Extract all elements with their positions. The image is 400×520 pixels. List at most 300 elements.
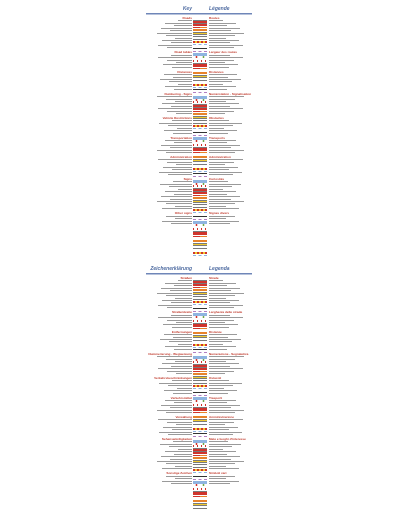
legend-entry-text	[173, 393, 192, 394]
boundary-line-symbol	[193, 219, 207, 220]
distance-markers-symbol	[193, 445, 207, 447]
legend-entry-text	[209, 320, 234, 321]
legend-entry-text	[209, 201, 244, 202]
legend-entry-text	[167, 47, 192, 48]
legend-entry-text	[209, 128, 224, 129]
legend-entry-text	[166, 359, 192, 360]
legend-entry-text	[209, 30, 231, 31]
legend-entry-text	[157, 293, 192, 294]
rail-line-symbol	[193, 216, 207, 217]
legend-entry-text	[160, 339, 192, 340]
dashed-road-symbol	[193, 207, 207, 208]
legend-section-title: Largeur des routes	[209, 50, 238, 55]
legend-entry-text	[209, 371, 234, 372]
dashed-road-symbol	[193, 424, 207, 425]
legend-entry-text	[161, 196, 192, 197]
legend-entry-text	[171, 106, 192, 107]
legend-entry-text	[174, 25, 192, 26]
red-orange-road-symbol	[193, 412, 207, 414]
legend-entry-text	[209, 108, 243, 109]
red-road-symbol	[193, 325, 207, 327]
legend-section-title: Signes divers	[209, 211, 230, 216]
red-orange-road-symbol	[193, 152, 207, 154]
legend-entry-text	[165, 86, 192, 87]
orange-road-symbol	[193, 416, 207, 418]
legend-section-title: Distances	[177, 69, 192, 74]
legend-entry-text	[162, 208, 192, 209]
ferry-line-symbol	[193, 87, 207, 88]
legend-entry-text	[158, 57, 192, 58]
legend-title-left: Zeichenerklärung	[150, 266, 192, 272]
legend-entry-text	[166, 463, 192, 464]
red-road-symbol	[193, 24, 207, 26]
toll-road-symbol	[193, 428, 207, 429]
orange-road-symbol	[193, 240, 207, 242]
boundary-line-symbol	[193, 135, 207, 136]
toll-road-symbol	[193, 168, 207, 169]
ferry-line-symbol	[193, 388, 207, 389]
legend-entry-text	[209, 111, 234, 112]
legend-entry-text	[168, 174, 192, 175]
legend-entry-text	[157, 96, 192, 97]
legend-entry-text	[209, 419, 243, 420]
ferry-line-symbol	[193, 431, 207, 432]
legend-section-title: Sonstige Zeichen	[166, 471, 192, 476]
legend-entry-text	[209, 451, 236, 452]
legend-entry-text	[162, 481, 192, 482]
legend-entry-text	[159, 172, 192, 173]
orange-road-symbol	[193, 457, 207, 459]
ferry-line-symbol	[193, 212, 207, 213]
legend-entry-text	[209, 216, 235, 217]
legend-entry-text	[209, 390, 237, 391]
legend-entry-text	[209, 133, 228, 134]
legend-title-right: Légende	[209, 6, 230, 12]
legend-section-title: Vehicle Restrictions	[162, 116, 192, 121]
poi-icons-symbol	[193, 224, 207, 226]
legend-entry-text	[166, 295, 192, 296]
legend-entry-text	[209, 101, 226, 102]
orange-road-symbol	[193, 72, 207, 74]
legend-entry-text	[161, 456, 192, 457]
legend-entry-text	[209, 89, 227, 90]
legend-entry-text	[171, 366, 192, 367]
legend-entry-text	[209, 81, 232, 82]
red-road-symbol	[193, 149, 207, 151]
legend-entry-text	[178, 449, 192, 450]
dashed-road-symbol	[193, 39, 207, 40]
orange-road-symbol	[193, 332, 207, 334]
legend-entry-text	[171, 55, 192, 56]
legend-entry-text	[165, 346, 192, 347]
legend-entry-text	[169, 446, 192, 447]
legend-section-title: Sehenswürdigkeiten	[161, 437, 192, 441]
legend-entry-text	[173, 77, 192, 78]
legend-entry-text	[166, 152, 192, 153]
legend-entry-text	[209, 339, 241, 340]
legend-entry-text	[209, 298, 226, 299]
legend-entry-text	[209, 407, 231, 408]
legend-entry-text	[175, 361, 192, 362]
legend-entry-text	[209, 295, 235, 296]
red-orange-road-symbol	[193, 195, 207, 197]
dashed-road-symbol	[193, 299, 207, 300]
red-orange-road-symbol	[193, 371, 207, 373]
toll-road-symbol	[193, 301, 207, 302]
legend-entry-text	[176, 164, 192, 165]
legend-entry-text	[170, 407, 192, 408]
legend-entry-text	[209, 361, 226, 362]
red-road-symbol	[193, 409, 207, 411]
legend-entry-text	[209, 162, 234, 163]
legend-entry-text	[176, 322, 192, 323]
legend-section-title: Roads	[182, 16, 192, 20]
orange-road-symbol	[193, 113, 207, 115]
legend-entry-text	[209, 481, 239, 482]
legend-entry-text	[170, 30, 192, 31]
distance-markers-symbol	[193, 228, 207, 230]
legend-entry-text	[178, 20, 192, 21]
legend-entry-text	[160, 444, 192, 445]
legend-entry-text	[171, 315, 192, 316]
legend-entry-text	[173, 133, 192, 134]
legend-entry-text	[209, 172, 242, 173]
legend-entry-text	[175, 298, 192, 299]
legend-section-title: Simboli vari	[209, 471, 227, 476]
legend-entry-text	[161, 405, 192, 406]
legend-panel-bottom	[146, 266, 252, 516]
legend-entry-text	[209, 385, 233, 386]
legend-section-title: Straßen	[180, 276, 192, 280]
dashed-road-symbol	[193, 383, 207, 384]
legend-entry-text	[209, 468, 239, 469]
legend-entry-text	[174, 194, 192, 195]
legend-entry-text	[209, 23, 236, 24]
legend-entry-text	[209, 223, 230, 224]
legend-title-right: Legenda	[209, 266, 230, 272]
legend-entry-text	[209, 383, 242, 384]
legend-entry-text	[209, 79, 241, 80]
legend-entry-text	[209, 478, 226, 479]
legend-entry-text	[209, 147, 231, 148]
legend-section-title: Strade	[209, 276, 219, 280]
double-red-road-symbol	[193, 280, 207, 284]
legend-entry-text	[209, 327, 229, 328]
red-orange-road-symbol	[193, 68, 207, 70]
toll-road-symbol	[193, 385, 207, 386]
legend-entry-text	[209, 45, 243, 46]
legend-entry-text	[209, 373, 225, 374]
red-orange-road-symbol	[193, 455, 207, 457]
poi-icons-symbol	[193, 484, 207, 486]
legend-entry-text	[209, 346, 236, 347]
legend-section-title: Trasporti	[209, 395, 223, 400]
double-red-road-symbol	[193, 104, 207, 108]
legend-entry-text	[209, 169, 229, 170]
legend-section-title: Numbering - Signs	[164, 91, 192, 96]
yellow-road-symbol	[193, 116, 207, 120]
legend-section-title: Curiosités	[209, 177, 225, 181]
legend-entry-text	[163, 427, 192, 428]
red-road-symbol	[193, 452, 207, 454]
legend-entry-text	[209, 337, 228, 338]
legend-entry-text	[176, 62, 192, 63]
legend-entry-text	[209, 103, 239, 104]
legend-entry-text	[209, 86, 236, 87]
header-rule-light	[146, 14, 252, 15]
red-road-symbol	[193, 284, 207, 286]
legend-entry-text	[162, 103, 192, 104]
legend-section-title: Distanze	[209, 329, 222, 334]
legend-section-title: Signs	[183, 177, 192, 181]
legend-entry-text	[178, 280, 192, 281]
legend-entry-text	[173, 441, 192, 442]
double-red-road-symbol	[193, 364, 207, 368]
legend-entry-text	[177, 128, 192, 129]
legend-entry-text	[168, 385, 192, 386]
boundary-line-symbol	[193, 395, 207, 396]
legend-entry-text	[209, 341, 232, 342]
legend-entry-text	[209, 317, 243, 318]
legend-entry-text	[164, 334, 192, 335]
legend-entry-text	[209, 140, 236, 141]
legend-entry-text	[209, 363, 239, 364]
legend-entry-text	[209, 344, 223, 345]
legend-panel-top	[146, 6, 252, 260]
legend-entry-text	[162, 300, 192, 301]
legend-entry-text	[209, 300, 239, 301]
ferry-line-symbol	[193, 472, 207, 473]
legend-header	[146, 266, 252, 275]
legend-entry-text	[209, 368, 243, 369]
orange-road-symbol	[193, 373, 207, 375]
legend-entry-text	[167, 162, 192, 163]
legend-entry-text	[209, 434, 233, 435]
legend-entry-text	[209, 167, 238, 168]
legend-entry-text	[209, 35, 235, 36]
legend-entry-text	[209, 47, 234, 48]
dashed-road-symbol	[193, 340, 207, 341]
legend-entry-text	[209, 174, 233, 175]
legend-section-title: Administration	[209, 155, 231, 160]
legend-section-title: Nummerierung - Wegweisung	[148, 351, 192, 356]
legend-entry-text	[209, 444, 241, 445]
rail-line-symbol	[193, 89, 207, 90]
toll-road-symbol	[193, 469, 207, 470]
legend-entry-text	[170, 459, 192, 460]
legend-entry-text	[209, 40, 239, 41]
legend-entry-text	[209, 184, 241, 185]
rail-line-symbol	[193, 308, 207, 309]
legend-entry-text	[172, 120, 192, 121]
legend-entry-text	[175, 38, 192, 39]
boundary-line-symbol	[193, 92, 207, 93]
legend-entry-text	[209, 466, 226, 467]
boundary-line-symbol	[193, 51, 207, 52]
legend-entry-text	[164, 74, 192, 75]
legend-entry-text	[209, 400, 236, 401]
ferry-line-symbol	[193, 347, 207, 348]
legend-entry-text	[175, 218, 192, 219]
boundary-line-symbol	[193, 311, 207, 312]
legend-entry-text	[209, 99, 235, 100]
distance-markers-symbol	[193, 488, 207, 490]
legend-entry-text	[172, 327, 192, 328]
legend-entry-text	[209, 74, 237, 75]
red-orange-road-symbol	[193, 27, 207, 29]
legend-entry-text	[166, 476, 192, 477]
legend-entry-text	[168, 434, 192, 435]
legend-entry-text	[168, 125, 192, 126]
legend-entry-text	[209, 64, 238, 65]
legend-entry-text	[209, 67, 229, 68]
legend-entry-text	[170, 290, 192, 291]
legend-entry-text	[159, 383, 192, 384]
legend-entry-text	[209, 288, 240, 289]
orange-road-symbol	[193, 156, 207, 158]
legend-entry-text	[166, 412, 192, 413]
legend-entry-text	[166, 35, 192, 36]
legend-entry-text	[174, 454, 192, 455]
legend-entry-text	[209, 461, 244, 462]
legend-entry-text	[158, 45, 192, 46]
legend-entry-text	[209, 206, 226, 207]
legend-entry-text	[209, 130, 237, 131]
yellow-road-symbol	[193, 200, 207, 204]
legend-entry-text	[209, 28, 240, 29]
legend-entry-text	[209, 405, 240, 406]
dashed-road-symbol	[193, 508, 207, 509]
legend-section-title: Road tables	[174, 50, 192, 55]
legend-entry-text	[170, 147, 192, 148]
legend-entry-text	[209, 410, 244, 411]
legend-section-title: Ostacoli	[209, 376, 222, 381]
legend-section-title: Transportation	[170, 135, 192, 140]
legend-entry-text	[165, 283, 192, 284]
dashed-road-symbol	[193, 123, 207, 124]
legend-entry-text	[209, 429, 229, 430]
legend-entry-text	[209, 55, 230, 56]
orange-road-symbol	[193, 29, 207, 31]
legend-entry-text	[209, 84, 223, 85]
legend-entry-text	[209, 203, 235, 204]
legend-entry-text	[176, 373, 192, 374]
dashed-road-symbol	[193, 80, 207, 81]
legend-entry-text	[164, 390, 192, 391]
legend-entry-text	[209, 380, 229, 381]
red-road-symbol	[193, 65, 207, 67]
legend-entry-text	[172, 169, 192, 170]
legend-entry-text	[172, 67, 192, 68]
legend-entry-text	[172, 429, 192, 430]
legend-entry-text	[209, 60, 234, 61]
yellow-road-symbol	[193, 460, 207, 464]
legend-entry-text	[175, 101, 192, 102]
legend-entry-text	[163, 324, 192, 325]
legend-entry-text	[209, 191, 236, 192]
red-orange-road-symbol	[193, 111, 207, 113]
legend-entry-text	[209, 142, 227, 143]
legend-entry-text	[209, 221, 239, 222]
legend-entry-text	[165, 400, 192, 401]
legend-entry-text	[209, 38, 226, 39]
legend-entry-text	[209, 412, 235, 413]
toll-road-symbol	[193, 84, 207, 85]
legend-entry-text	[209, 446, 232, 447]
legend-entry-text	[162, 40, 192, 41]
legend-entry-text	[159, 123, 192, 124]
legend-entry-text	[209, 120, 229, 121]
legend-entry-text	[209, 218, 226, 219]
legend-entry-text	[209, 150, 244, 151]
poi-icons-symbol	[193, 140, 207, 142]
toll-road-symbol	[193, 344, 207, 345]
legend-entry-text	[174, 349, 192, 350]
dashed-road-symbol	[193, 164, 207, 165]
legend-entry-text	[209, 456, 240, 457]
legend-entry-text	[169, 341, 192, 342]
legend-entry-text	[161, 145, 192, 146]
legend-section-title: Verwaltung	[175, 415, 192, 420]
legend-entry-text	[209, 424, 225, 425]
rail-line-symbol	[193, 392, 207, 393]
legend-entry-text	[209, 366, 230, 367]
legend-entry-text	[167, 111, 192, 112]
legend-entry-text	[166, 216, 192, 217]
legend-entry-text	[209, 476, 235, 477]
legend-entry-text	[209, 25, 227, 26]
double-red-road-symbol	[193, 448, 207, 452]
legend-header	[146, 6, 252, 15]
distance-markers-symbol	[193, 101, 207, 103]
legend-entry-text	[209, 483, 230, 484]
legend-entry-text	[173, 337, 192, 338]
legend-entry-text	[177, 388, 192, 389]
red-road-symbol	[193, 493, 207, 495]
orange-road-symbol	[193, 500, 207, 502]
header-rule-light	[146, 274, 252, 275]
orange-road-symbol	[193, 197, 207, 199]
legend-entry-text	[157, 461, 192, 462]
legend-entry-text	[162, 221, 192, 222]
legend-entry-text	[209, 196, 240, 197]
legend-entry-text	[209, 62, 225, 63]
legend-entry-text	[176, 424, 192, 425]
legend-entry-text	[170, 199, 192, 200]
rail-line-symbol	[193, 433, 207, 434]
double-red-road-symbol	[193, 188, 207, 192]
legend-section-title: Verkehrsbeschränkungen	[154, 376, 192, 381]
legend-entry-text	[209, 33, 244, 34]
legend-entry-text	[175, 206, 192, 207]
legend-entry-text	[167, 60, 192, 61]
legend-entry-text	[209, 194, 227, 195]
legend-entry-text	[209, 402, 227, 403]
legend-section-title: Distances	[209, 69, 224, 74]
legend-entry-text	[209, 280, 223, 281]
legend-section-title: Transports	[209, 135, 225, 140]
legend-entry-text	[174, 89, 192, 90]
legend-entry-text	[209, 96, 244, 97]
red-orange-road-symbol	[193, 236, 207, 238]
legend-entry-text	[171, 302, 192, 303]
boundary-line-symbol	[193, 176, 207, 177]
legend-entry-text	[158, 159, 192, 160]
legend-entry-text	[163, 167, 192, 168]
legend-entry-text	[209, 159, 243, 160]
legend-entry-text	[209, 432, 242, 433]
legend-section-title: Verkehrsmittel	[170, 395, 192, 400]
